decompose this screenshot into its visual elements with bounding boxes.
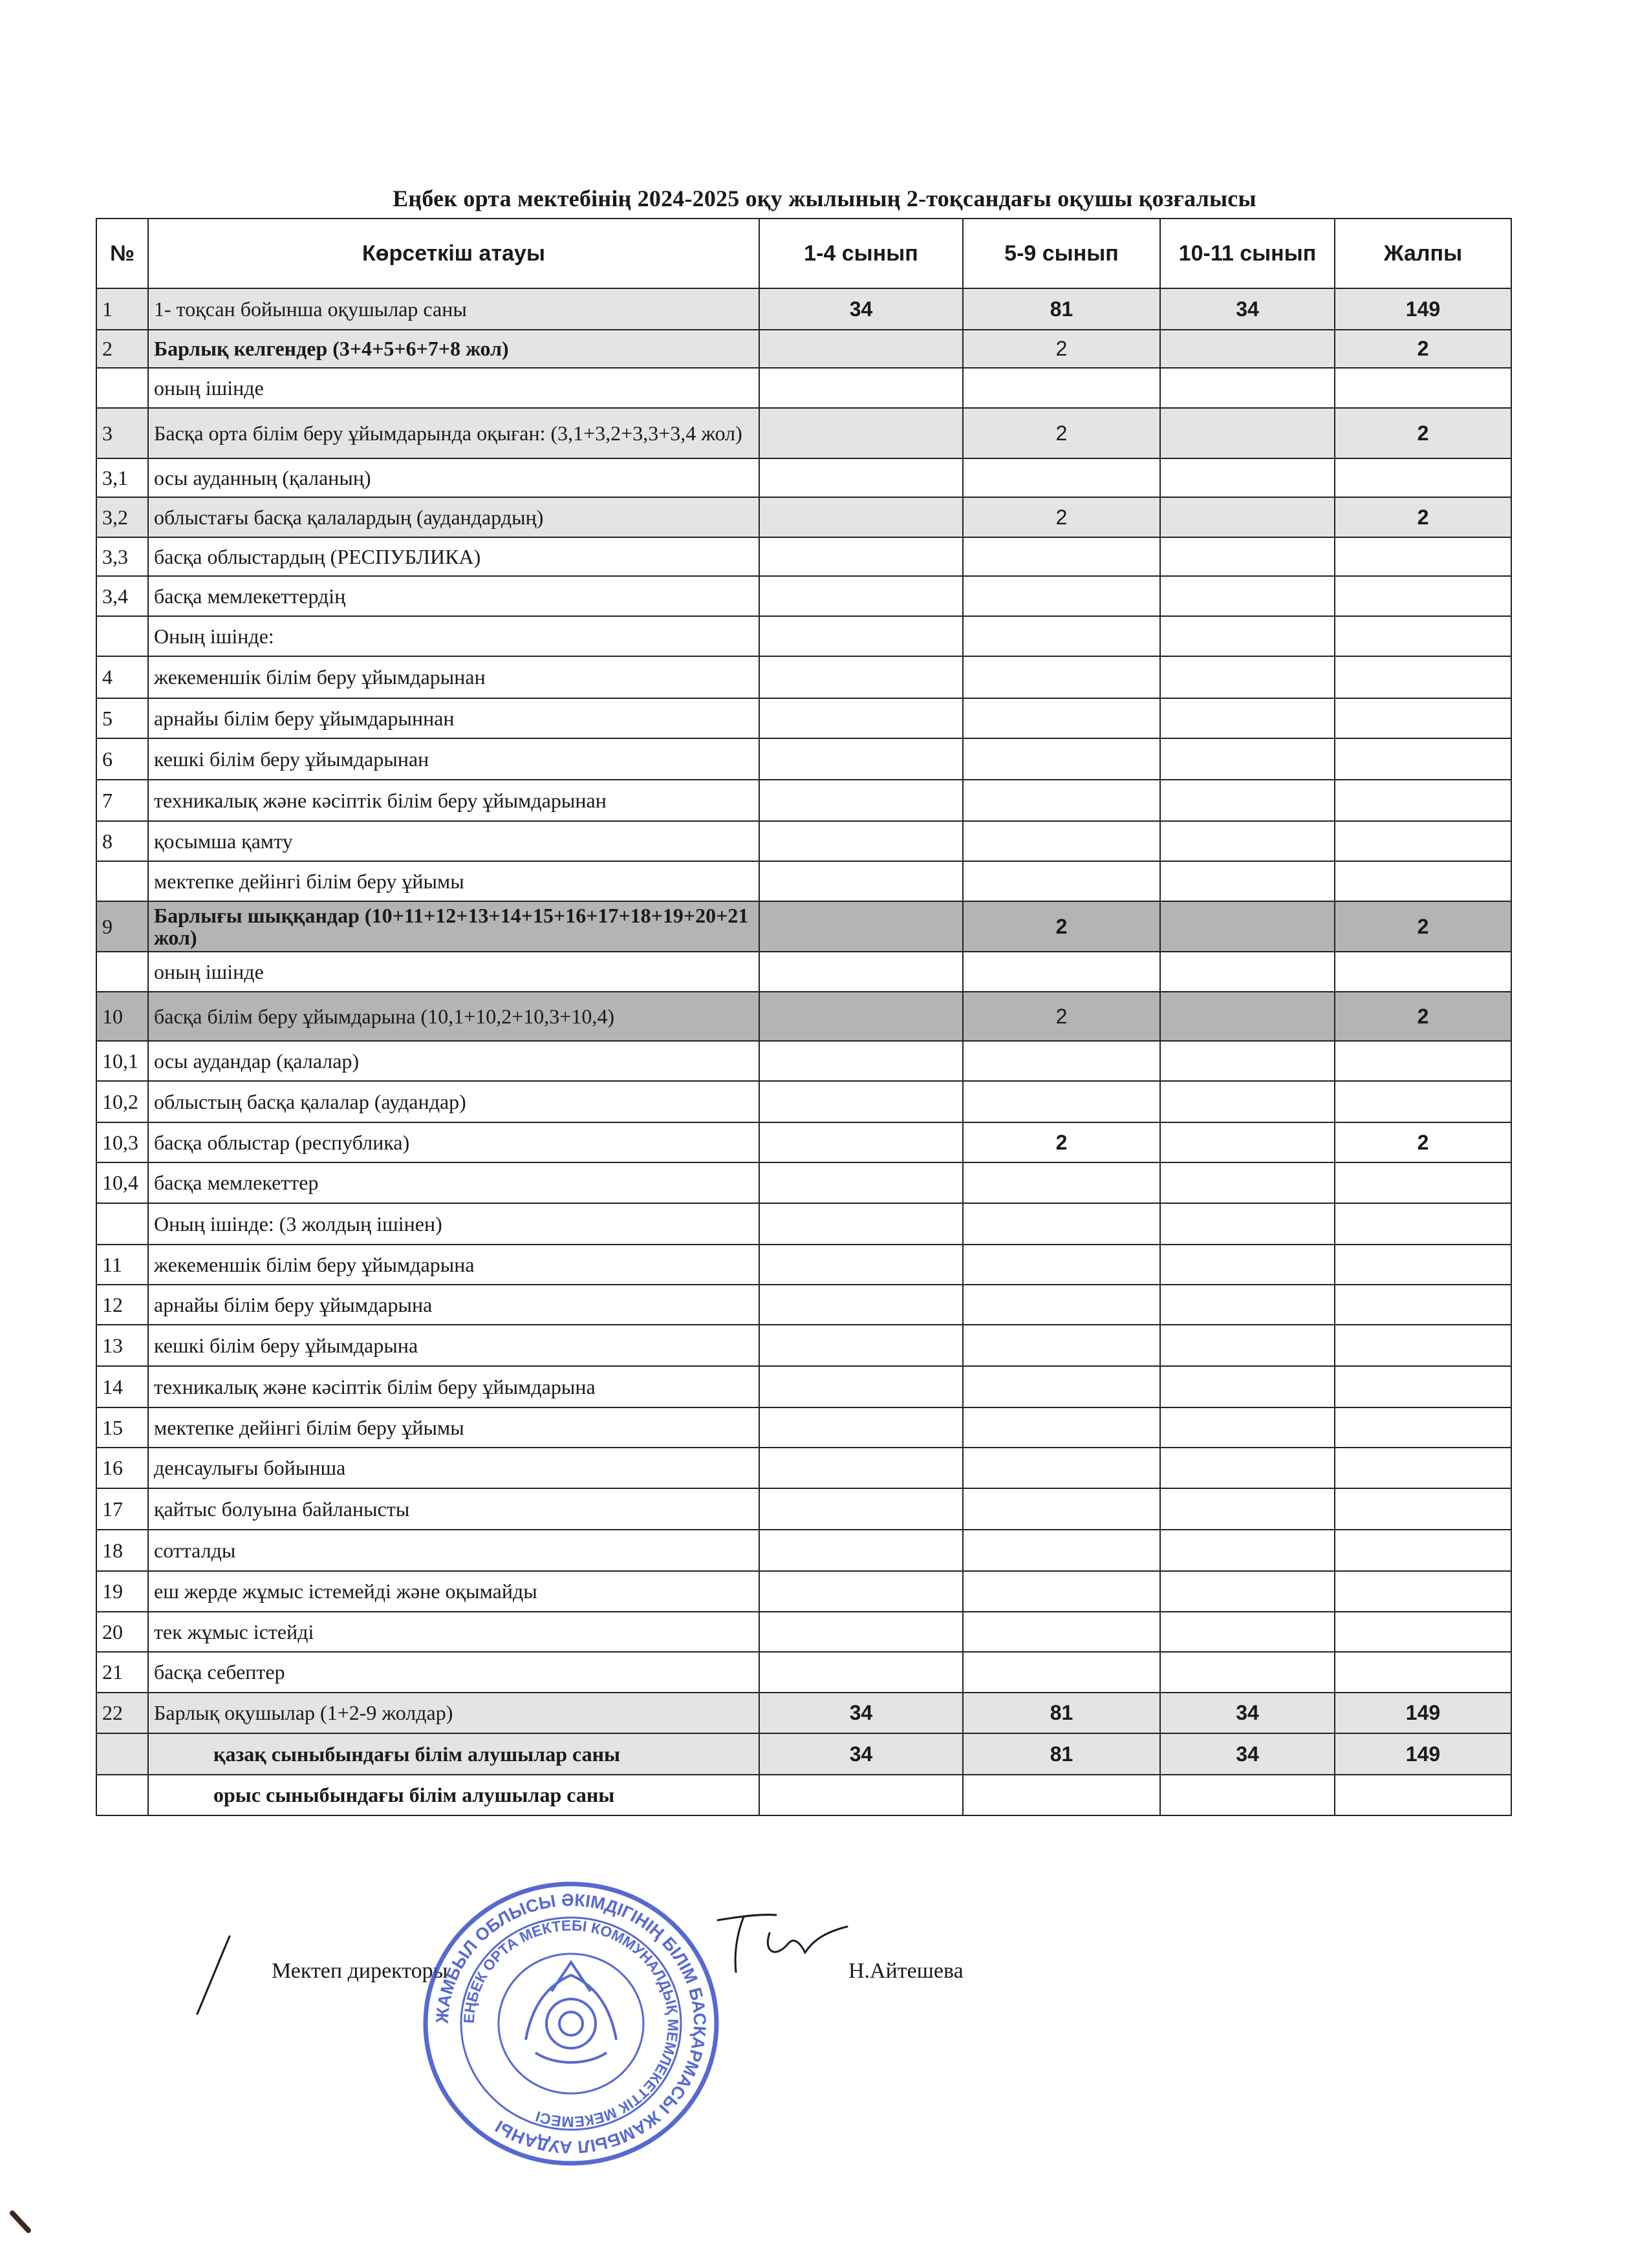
cell-total: 2 bbox=[1335, 901, 1511, 952]
row-number bbox=[96, 861, 148, 901]
cell-grades-5-9: 81 bbox=[963, 1733, 1160, 1775]
row-number: 3,4 bbox=[96, 576, 148, 616]
table-row bbox=[96, 1571, 1511, 1612]
table-row bbox=[96, 780, 1511, 821]
table-row bbox=[96, 1488, 1511, 1530]
cell-grades-10-11 bbox=[1160, 952, 1335, 992]
cell-grades-10-11: 34 bbox=[1160, 1733, 1335, 1775]
cell-grades-1-4 bbox=[759, 861, 963, 901]
cell-grades-1-4: 34 bbox=[759, 1733, 963, 1775]
cell-grades-10-11 bbox=[1160, 992, 1335, 1041]
cell-grades-5-9 bbox=[963, 576, 1160, 616]
cell-grades-1-4 bbox=[759, 576, 963, 616]
table-row bbox=[96, 1245, 1511, 1285]
cell-grades-5-9 bbox=[963, 1448, 1160, 1488]
row-indicator-name: басқа мемлекеттер bbox=[148, 1162, 759, 1203]
row-indicator-name: жекеменшік білім беру ұйымдарына bbox=[148, 1245, 759, 1285]
cell-grades-1-4 bbox=[759, 1245, 963, 1285]
row-number bbox=[96, 368, 148, 408]
cell-total bbox=[1335, 1488, 1511, 1530]
cell-total bbox=[1335, 576, 1511, 616]
cell-total: 149 bbox=[1335, 1733, 1511, 1775]
table-row bbox=[96, 330, 1511, 368]
row-number: 16 bbox=[96, 1448, 148, 1488]
cell-grades-10-11 bbox=[1160, 1448, 1335, 1488]
cell-grades-1-4 bbox=[759, 1612, 963, 1652]
row-number: 15 bbox=[96, 1407, 148, 1448]
table-row bbox=[96, 1325, 1511, 1366]
table-row bbox=[96, 1448, 1511, 1488]
row-indicator-name: облыстағы басқа қалалардың (аудандардың) bbox=[148, 497, 759, 537]
row-number: 3 bbox=[96, 408, 148, 458]
cell-total bbox=[1335, 656, 1511, 698]
table-row bbox=[96, 1775, 1511, 1815]
cell-total: 149 bbox=[1335, 1693, 1511, 1733]
cell-grades-10-11 bbox=[1160, 1775, 1335, 1815]
cell-grades-10-11 bbox=[1160, 458, 1335, 497]
cell-grades-1-4 bbox=[759, 656, 963, 698]
cell-grades-1-4 bbox=[759, 1448, 963, 1488]
cell-grades-1-4 bbox=[759, 616, 963, 656]
row-number: 10 bbox=[96, 992, 148, 1041]
cell-grades-10-11: 34 bbox=[1160, 1693, 1335, 1733]
cell-total bbox=[1335, 821, 1511, 861]
row-indicator-name: оның ішінде bbox=[148, 952, 759, 992]
table-row bbox=[96, 368, 1511, 408]
cell-grades-1-4 bbox=[759, 1325, 963, 1366]
row-number: 3,1 bbox=[96, 458, 148, 497]
cell-total bbox=[1335, 738, 1511, 780]
cell-grades-1-4 bbox=[759, 1122, 963, 1162]
cell-grades-5-9 bbox=[963, 952, 1160, 992]
cell-grades-5-9 bbox=[963, 458, 1160, 497]
cell-grades-10-11 bbox=[1160, 821, 1335, 861]
cell-total: 2 bbox=[1335, 408, 1511, 458]
cell-grades-5-9: 81 bbox=[963, 1693, 1160, 1733]
cell-total bbox=[1335, 1407, 1511, 1448]
row-number bbox=[96, 1203, 148, 1245]
table-row bbox=[96, 1530, 1511, 1571]
cell-total bbox=[1335, 1325, 1511, 1366]
row-number: 10,3 bbox=[96, 1122, 148, 1162]
row-number: 3,2 bbox=[96, 497, 148, 537]
header-grades-1-4: 1-4 сынып bbox=[759, 219, 963, 288]
cell-grades-5-9 bbox=[963, 1325, 1160, 1366]
cell-grades-1-4 bbox=[759, 1775, 963, 1815]
cell-grades-5-9: 2 bbox=[963, 1122, 1160, 1162]
cell-grades-10-11 bbox=[1160, 616, 1335, 656]
cell-total bbox=[1335, 1612, 1511, 1652]
pen-stroke-mark bbox=[194, 1933, 233, 2017]
row-indicator-name: орыс сыныбындағы білім алушылар саны bbox=[148, 1775, 759, 1815]
cell-grades-10-11 bbox=[1160, 1122, 1335, 1162]
cell-grades-1-4 bbox=[759, 1407, 963, 1448]
cell-grades-10-11 bbox=[1160, 698, 1335, 738]
row-number bbox=[96, 616, 148, 656]
cell-grades-10-11 bbox=[1160, 738, 1335, 780]
cell-grades-1-4 bbox=[759, 1162, 963, 1203]
cell-total bbox=[1335, 1652, 1511, 1693]
table-row bbox=[96, 1203, 1511, 1245]
row-indicator-name: басқа облыстардың (РЕСПУБЛИКА) bbox=[148, 537, 759, 576]
table-row bbox=[96, 1285, 1511, 1325]
row-indicator-name: Оның ішінде: (3 жолдың ішінен) bbox=[148, 1203, 759, 1245]
cell-grades-10-11 bbox=[1160, 368, 1335, 408]
cell-grades-10-11 bbox=[1160, 1245, 1335, 1285]
cell-grades-1-4 bbox=[759, 1530, 963, 1571]
cell-total bbox=[1335, 952, 1511, 992]
cell-grades-5-9 bbox=[963, 368, 1160, 408]
director-name: Н.Айтешева bbox=[848, 1959, 964, 1983]
cell-grades-10-11 bbox=[1160, 1407, 1335, 1448]
row-number: 13 bbox=[96, 1325, 148, 1366]
row-indicator-name: басқа білім беру ұйымдарына (10,1+10,2+10,3+10,4) bbox=[148, 992, 759, 1041]
row-number: 7 bbox=[96, 780, 148, 821]
row-indicator-name: арнайы білім беру ұйымдарына bbox=[148, 1285, 759, 1325]
student-movement-table bbox=[96, 218, 1512, 1816]
cell-grades-1-4 bbox=[759, 780, 963, 821]
cell-grades-10-11 bbox=[1160, 497, 1335, 537]
cell-grades-10-11 bbox=[1160, 861, 1335, 901]
page-title: Еңбек орта мектебінің 2024-2025 оқу жылының 2-тоқсандағы оқушы қозғалысы bbox=[393, 186, 1256, 211]
table-row bbox=[96, 537, 1511, 576]
cell-total bbox=[1335, 1366, 1511, 1407]
cell-grades-10-11 bbox=[1160, 656, 1335, 698]
cell-grades-5-9 bbox=[963, 1203, 1160, 1245]
stamp-outer-text: ЖАМБЫЛ ОБЛЫСЫ ӘКІМДІГІНІҢ БІЛІМ БАСҚАРМАСЫ ЖАМБЫЛ АУДАНЫ bbox=[432, 1890, 710, 2157]
cell-grades-5-9 bbox=[963, 616, 1160, 656]
row-indicator-name: Басқа орта білім беру ұйымдарында оқыған: (3,1+3,2+3,3+3,4 жол) bbox=[148, 408, 759, 458]
row-number bbox=[96, 952, 148, 992]
cell-total bbox=[1335, 861, 1511, 901]
row-number: 3,3 bbox=[96, 537, 148, 576]
cell-grades-1-4 bbox=[759, 1203, 963, 1245]
row-indicator-name: техникалық және кәсіптік білім беру ұйымдарына bbox=[148, 1366, 759, 1407]
cell-total bbox=[1335, 1571, 1511, 1612]
cell-grades-5-9: 81 bbox=[963, 288, 1160, 330]
cell-grades-10-11 bbox=[1160, 1285, 1335, 1325]
table-row bbox=[96, 497, 1511, 537]
cell-grades-1-4 bbox=[759, 1571, 963, 1612]
row-indicator-name: облыстың басқа қалалар (аудандар) bbox=[148, 1081, 759, 1122]
row-number: 2 bbox=[96, 330, 148, 368]
row-indicator-name: мектепке дейінгі білім беру ұйымы bbox=[148, 861, 759, 901]
table-row bbox=[96, 1162, 1511, 1203]
row-number: 21 bbox=[96, 1652, 148, 1693]
cell-grades-5-9 bbox=[963, 656, 1160, 698]
cell-grades-5-9: 2 bbox=[963, 497, 1160, 537]
cell-total: 2 bbox=[1335, 330, 1511, 368]
row-number: 20 bbox=[96, 1612, 148, 1652]
table-row bbox=[96, 1122, 1511, 1162]
cell-total bbox=[1335, 1081, 1511, 1122]
table-row bbox=[96, 952, 1511, 992]
table-row bbox=[96, 738, 1511, 780]
cell-total bbox=[1335, 780, 1511, 821]
cell-total: 2 bbox=[1335, 992, 1511, 1041]
table-row bbox=[96, 901, 1511, 952]
cell-grades-1-4 bbox=[759, 330, 963, 368]
header-grades-5-9: 5-9 сынып bbox=[963, 219, 1160, 288]
table-row bbox=[96, 1693, 1511, 1733]
row-indicator-name: қайтыс болуына байланысты bbox=[148, 1488, 759, 1530]
table-row bbox=[96, 1733, 1511, 1775]
row-indicator-name: оның ішінде bbox=[148, 368, 759, 408]
row-indicator-name: техникалық және кәсіптік білім беру ұйымдарынан bbox=[148, 780, 759, 821]
row-number: 18 bbox=[96, 1530, 148, 1571]
row-number: 8 bbox=[96, 821, 148, 861]
cell-grades-5-9 bbox=[963, 1162, 1160, 1203]
cell-grades-1-4 bbox=[759, 1488, 963, 1530]
row-indicator-name: арнайы білім беру ұйымдарыннан bbox=[148, 698, 759, 738]
cell-grades-5-9: 2 bbox=[963, 992, 1160, 1041]
row-indicator-name: Барлығы шыққандар (10+11+12+13+14+15+16+17+18+19+20+21 жол) bbox=[148, 901, 759, 952]
cell-grades-1-4: 34 bbox=[759, 1693, 963, 1733]
row-number bbox=[96, 1733, 148, 1775]
row-indicator-name: осы ауданның (қаланың) bbox=[148, 458, 759, 497]
table-row bbox=[96, 992, 1511, 1041]
cell-grades-5-9 bbox=[963, 1366, 1160, 1407]
cell-grades-5-9 bbox=[963, 738, 1160, 780]
table-row bbox=[96, 1407, 1511, 1448]
cell-grades-10-11 bbox=[1160, 780, 1335, 821]
cell-total bbox=[1335, 1530, 1511, 1571]
table-row bbox=[96, 656, 1511, 698]
row-number: 9 bbox=[96, 901, 148, 952]
table-row bbox=[96, 616, 1511, 656]
row-indicator-name: Оның ішінде: bbox=[148, 616, 759, 656]
row-indicator-name: кешкі білім беру ұйымдарынан bbox=[148, 738, 759, 780]
cell-grades-10-11 bbox=[1160, 1162, 1335, 1203]
cell-grades-10-11 bbox=[1160, 576, 1335, 616]
cell-total bbox=[1335, 616, 1511, 656]
cell-grades-5-9 bbox=[963, 698, 1160, 738]
cell-grades-5-9 bbox=[963, 1775, 1160, 1815]
row-indicator-name: қосымша қамту bbox=[148, 821, 759, 861]
row-number: 10,4 bbox=[96, 1162, 148, 1203]
cell-grades-10-11 bbox=[1160, 901, 1335, 952]
table-body bbox=[96, 288, 1511, 1815]
cell-grades-1-4 bbox=[759, 1285, 963, 1325]
header-grades-10-11: 10-11 сынып bbox=[1160, 219, 1335, 288]
cell-grades-10-11 bbox=[1160, 1203, 1335, 1245]
cell-grades-1-4 bbox=[759, 1081, 963, 1122]
cell-total bbox=[1335, 458, 1511, 497]
row-number: 22 bbox=[96, 1693, 148, 1733]
table-row bbox=[96, 1041, 1511, 1081]
cell-grades-10-11 bbox=[1160, 1366, 1335, 1407]
cell-grades-10-11 bbox=[1160, 1571, 1335, 1612]
cell-grades-1-4 bbox=[759, 1652, 963, 1693]
table-row bbox=[96, 458, 1511, 497]
cell-grades-1-4: 34 bbox=[759, 288, 963, 330]
cell-total bbox=[1335, 368, 1511, 408]
table-row bbox=[96, 1081, 1511, 1122]
cell-grades-1-4 bbox=[759, 901, 963, 952]
table-row bbox=[96, 1366, 1511, 1407]
row-indicator-name: Барлық оқушылар (1+2-9 жолдар) bbox=[148, 1693, 759, 1733]
cell-total: 2 bbox=[1335, 1122, 1511, 1162]
row-indicator-name: тек жұмыс істейді bbox=[148, 1612, 759, 1652]
table-row bbox=[96, 288, 1511, 330]
row-number: 10,2 bbox=[96, 1081, 148, 1122]
cell-grades-5-9 bbox=[963, 1081, 1160, 1122]
cell-total bbox=[1335, 1041, 1511, 1081]
cell-total bbox=[1335, 1245, 1511, 1285]
cell-grades-5-9 bbox=[963, 1652, 1160, 1693]
table-header-row bbox=[96, 219, 1511, 288]
row-indicator-name: басқа мемлекеттердің bbox=[148, 576, 759, 616]
row-indicator-name: басқа себептер bbox=[148, 1652, 759, 1693]
table-row bbox=[96, 1612, 1511, 1652]
cell-grades-5-9 bbox=[963, 861, 1160, 901]
row-number: 4 bbox=[96, 656, 148, 698]
cell-grades-1-4 bbox=[759, 408, 963, 458]
row-indicator-name: кешкі білім беру ұйымдарына bbox=[148, 1325, 759, 1366]
row-indicator-name: жекеменшік білім беру ұйымдарынан bbox=[148, 656, 759, 698]
stamp-emblem bbox=[526, 1962, 616, 2062]
cell-grades-10-11 bbox=[1160, 408, 1335, 458]
cell-total bbox=[1335, 1162, 1511, 1203]
cell-grades-1-4 bbox=[759, 738, 963, 780]
row-indicator-name: осы аудандар (қалалар) bbox=[148, 1041, 759, 1081]
row-indicator-name: денсаулығы бойынша bbox=[148, 1448, 759, 1488]
row-number: 14 bbox=[96, 1366, 148, 1407]
cell-grades-5-9 bbox=[963, 1530, 1160, 1571]
cell-grades-10-11 bbox=[1160, 330, 1335, 368]
row-indicator-name: басқа облыстар (республика) bbox=[148, 1122, 759, 1162]
cell-grades-5-9 bbox=[963, 821, 1160, 861]
row-number: 12 bbox=[96, 1285, 148, 1325]
cell-total: 2 bbox=[1335, 497, 1511, 537]
row-indicator-name: 1- тоқсан бойынша оқушылар саны bbox=[148, 288, 759, 330]
official-stamp bbox=[419, 1878, 723, 2169]
cell-grades-10-11 bbox=[1160, 1488, 1335, 1530]
cell-grades-1-4 bbox=[759, 821, 963, 861]
cell-grades-5-9 bbox=[963, 1407, 1160, 1448]
cell-grades-5-9: 2 bbox=[963, 408, 1160, 458]
row-number: 6 bbox=[96, 738, 148, 780]
cell-grades-1-4 bbox=[759, 698, 963, 738]
cell-grades-1-4 bbox=[759, 952, 963, 992]
cell-grades-5-9 bbox=[963, 1041, 1160, 1081]
stamp-middle-text: ЕҢБЕК ОРТА МЕКТЕБІ КОММУНАЛДЫҚ МЕМЛЕКЕТТІК МЕКЕМЕСІ bbox=[460, 1916, 682, 2131]
cell-grades-5-9 bbox=[963, 1612, 1160, 1652]
row-indicator-name: қазақ сыныбындағы білім алушылар саны bbox=[148, 1733, 759, 1775]
cell-grades-10-11 bbox=[1160, 1041, 1335, 1081]
row-number bbox=[96, 1775, 148, 1815]
cell-grades-5-9 bbox=[963, 537, 1160, 576]
cell-grades-1-4 bbox=[759, 1041, 963, 1081]
cell-grades-1-4 bbox=[759, 992, 963, 1041]
header-total: Жалпы bbox=[1335, 219, 1511, 288]
row-indicator-name: сотталды bbox=[148, 1530, 759, 1571]
cell-grades-1-4 bbox=[759, 1366, 963, 1407]
cell-grades-1-4 bbox=[759, 497, 963, 537]
row-number: 17 bbox=[96, 1488, 148, 1530]
cell-grades-1-4 bbox=[759, 458, 963, 497]
director-label: Мектеп директоры bbox=[272, 1959, 448, 1983]
cell-total bbox=[1335, 1285, 1511, 1325]
cell-grades-1-4 bbox=[759, 368, 963, 408]
row-number: 19 bbox=[96, 1571, 148, 1612]
cell-grades-5-9 bbox=[963, 1571, 1160, 1612]
row-indicator-name: мектепке дейінгі білім беру ұйымы bbox=[148, 1407, 759, 1448]
table-row bbox=[96, 576, 1511, 616]
cell-grades-5-9: 2 bbox=[963, 330, 1160, 368]
cell-grades-5-9 bbox=[963, 1488, 1160, 1530]
scan-artifact-mark bbox=[9, 2210, 35, 2236]
row-indicator-name: еш жерде жұмыс істемейді және оқымайды bbox=[148, 1571, 759, 1612]
row-number: 5 bbox=[96, 698, 148, 738]
table-row bbox=[96, 698, 1511, 738]
row-number: 10,1 bbox=[96, 1041, 148, 1081]
cell-grades-1-4 bbox=[759, 537, 963, 576]
cell-grades-10-11 bbox=[1160, 1081, 1335, 1122]
cell-total: 149 bbox=[1335, 288, 1511, 330]
cell-grades-10-11 bbox=[1160, 537, 1335, 576]
cell-total bbox=[1335, 1448, 1511, 1488]
cell-total bbox=[1335, 1775, 1511, 1815]
cell-grades-5-9 bbox=[963, 1285, 1160, 1325]
cell-grades-5-9 bbox=[963, 780, 1160, 821]
cell-grades-5-9: 2 bbox=[963, 901, 1160, 952]
cell-grades-10-11 bbox=[1160, 1530, 1335, 1571]
cell-grades-10-11: 34 bbox=[1160, 288, 1335, 330]
cell-grades-10-11 bbox=[1160, 1325, 1335, 1366]
cell-grades-10-11 bbox=[1160, 1652, 1335, 1693]
table-row bbox=[96, 1652, 1511, 1693]
table-row bbox=[96, 861, 1511, 901]
row-number: 11 bbox=[96, 1245, 148, 1285]
cell-total bbox=[1335, 1203, 1511, 1245]
cell-grades-5-9 bbox=[963, 1245, 1160, 1285]
cell-grades-10-11 bbox=[1160, 1612, 1335, 1652]
cell-total bbox=[1335, 537, 1511, 576]
header-name: Көрсеткіш атауы bbox=[148, 219, 759, 288]
header-num: № bbox=[96, 219, 148, 288]
table-row bbox=[96, 821, 1511, 861]
row-number: 1 bbox=[96, 288, 148, 330]
row-indicator-name: Барлық келгендер (3+4+5+6+7+8 жол) bbox=[148, 330, 759, 368]
table-row bbox=[96, 408, 1511, 458]
cell-total bbox=[1335, 698, 1511, 738]
